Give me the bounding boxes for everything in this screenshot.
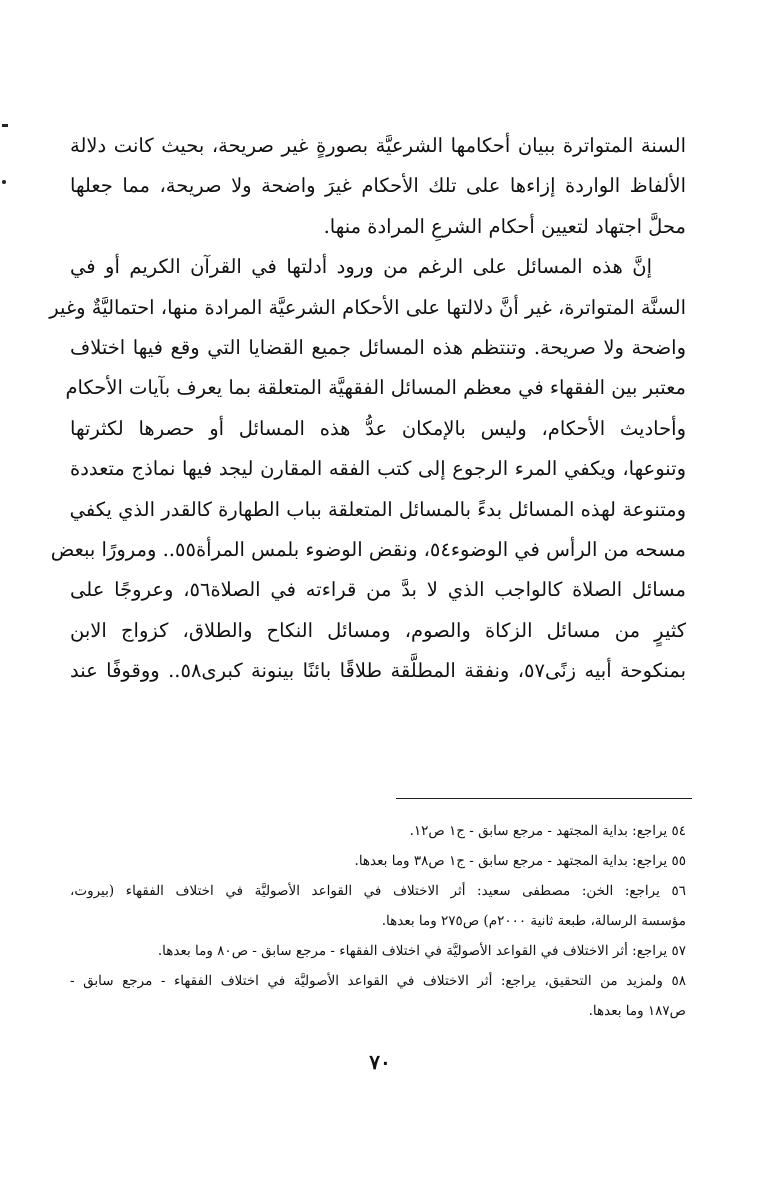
footnote-55: ٥٥ يراجع: بداية المجتهد - مرجع سابق - ج١ ص٣٨ وما بعدها. bbox=[354, 853, 686, 869]
footnote-separator bbox=[396, 798, 692, 799]
paragraph-first-line: إنَّ هذه المسائل على الرغم من ورود أدلتها في القرآن الكريم أو في bbox=[70, 255, 652, 279]
body-line: واضحة ولا صريحة. وتنتظم هذه المسائل جميع القضايا التي وقع فيها اختلاف bbox=[70, 336, 686, 360]
body-line: وأحاديث الأحكام، وليس بالإمكان عدُّ هذه المسائل أو حصرها لكثرتها bbox=[70, 416, 686, 440]
body-line: الألفاظ الواردة إزاءها على تلك الأحكام غيرَ واضحة ولا صريحة، مما جعلها bbox=[70, 174, 686, 198]
footnote-58: ٥٨ ولمزيد من التحقيق، يراجع: أثر الاختلاف في القواعد الأصوليَّة في اختلاف الفقهاء - مرجع سابق - bbox=[70, 973, 686, 989]
footnote-54: ٥٤ يراجع: بداية المجتهد - مرجع سابق - ج١ ص١٢. bbox=[409, 823, 686, 839]
body-line: كثيرٍ من مسائل الزكاة والصوم، ومسائل النكاح والطلاق، كزواج الابن bbox=[70, 618, 686, 642]
body-text bbox=[49, 126, 687, 692]
scan-edge-mark-top bbox=[2, 124, 8, 127]
scan-edge-mark-dot bbox=[2, 180, 6, 184]
body-line: السنة المتواترة ببيان أحكامها الشرعيَّة بصورةٍ غير صريحة، بحيث كانت دلالة bbox=[70, 134, 686, 157]
footnote-56-continued: مؤسسة الرسالة، طبعة ثانية ٢٠٠٠م) ص٢٧٥ وما بعدها. bbox=[381, 913, 686, 929]
body-line: مسحه من الرأس في الوضوء٥٤، ونقض الوضوء بلمس المرأة٥٥.. ومرورًا ببعض bbox=[50, 538, 686, 562]
body-line: مسائل الصلاة كالواجب الذي لا بدَّ من قراءته في الصلاة٥٦، وعروجًا على bbox=[70, 578, 687, 602]
body-line: بمنكوحة أبيه زنًى٥٧، ونفقة المطلَّقة طلاقًا بائنًا بينونة كبرى٥٨.. ووقوفًا عند bbox=[70, 659, 686, 683]
body-line: معتبر بين الفقهاء في معظم المسائل الفقهيَّة المتعلقة بما يعرف بآيات الأحكام bbox=[65, 376, 686, 400]
footnotes bbox=[70, 816, 686, 1026]
footnote-57: ٥٧ يراجع: أثر الاختلاف في القواعد الأصوليَّة في اختلاف الفقهاء - مرجع سابق - ص٨٠ وما بعدها. bbox=[157, 943, 686, 959]
body-line: محلَّ اجتهاد لتعيين أحكام الشرعِ المرادة منها. bbox=[323, 214, 686, 238]
footnote-58-continued: ص١٨٧ وما بعدها. bbox=[588, 1003, 686, 1019]
body-line: وتنوعها، ويكفي المرء الرجوع إلى كتب الفقه المقارن ليجد فيها نماذج متعددة bbox=[70, 457, 686, 481]
page-number: ٧٠ bbox=[369, 1050, 391, 1074]
footnote-56: ٥٦ يراجع: الخن: مصطفى سعيد: أثر الاختلاف في القواعد الأصوليَّة في اختلاف الفقهاء (بيروت، bbox=[70, 883, 686, 899]
body-line: ومتنوعة لهذه المسائل بدءً بالمسائل المتعلقة بباب الطهارة كالقدر الذي يكفي bbox=[69, 497, 686, 521]
body-line: السنَّة المتواترة، غير أنَّ دلالتها على الأحكام الشرعيَّة المرادة منها، احتماليَّةٌ وغير bbox=[49, 295, 686, 319]
